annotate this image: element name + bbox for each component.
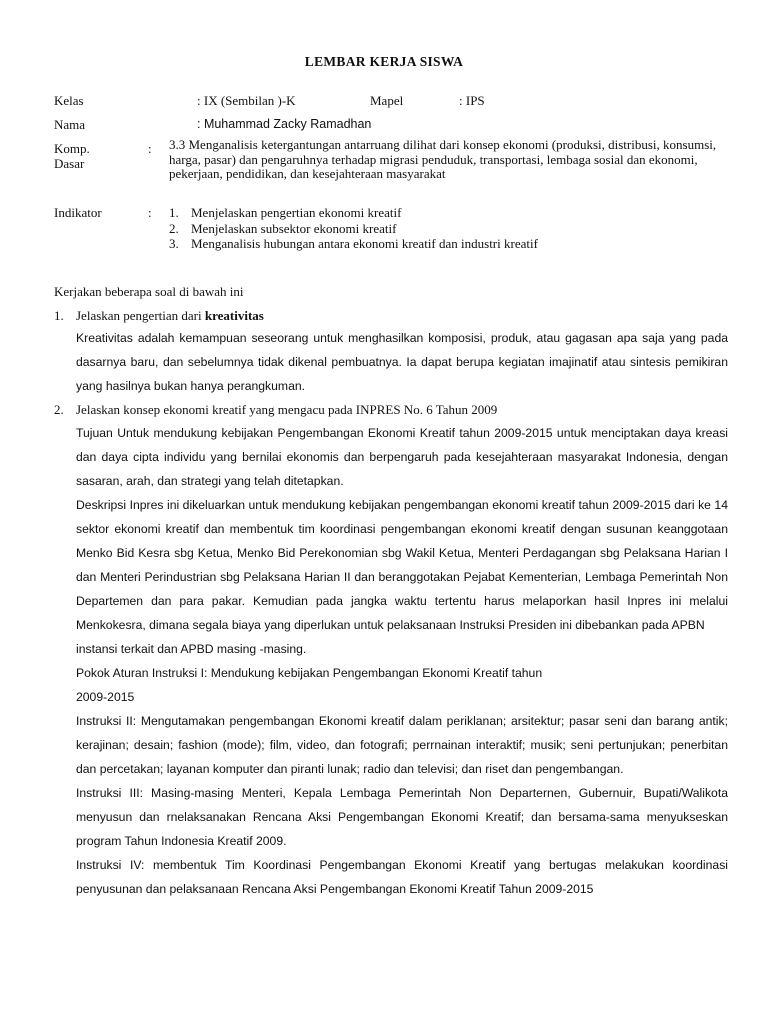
answer-1: [76, 326, 728, 398]
indikator-num: 3.: [169, 236, 179, 251]
indikator-num: 2.: [169, 220, 179, 236]
question-keyword: kreativitas: [204, 308, 264, 323]
indikator-text: Menjelaskan subsektor ekonomi kreatif: [191, 220, 397, 236]
indikator-label: Indikator: [54, 205, 102, 220]
answer-2-instruksi-4: Instruksi IV: membentuk Tim Koordinasi Pengembangan Ekonomi Kreatif yang bertugas melakukan koordinasi penyusunan dan pelaksanaan Rencana Aksi Pengembangan Ekonomi Kreatif Tahun 2009-2015: [76, 858, 728, 896]
kelas-value: : IX (Sembilan )-K: [197, 93, 296, 108]
instructions-intro: Kerjakan beberapa soal di bawah ini: [54, 284, 244, 299]
answer-2-deskripsi-cont: instansi terkait dan APBD masing -masing.: [76, 642, 307, 656]
question-text: Jelaskan pengertian dari: [76, 308, 205, 323]
question-number: 1.: [54, 308, 64, 323]
indikator-item: [169, 236, 538, 252]
answer-2-pokok-aturan: Pokok Aturan Instruksi I: Mendukung kebijakan Pengembangan Ekonomi Kreatif tahun: [76, 666, 543, 680]
indikator-text: Menjelaskan pengertian ekonomi kreatif: [191, 205, 402, 220]
answer-2-instruksi-2: Instruksi II: Mengutamakan pengembangan Ekonomi kreatif dalam periklanan; arsitektur; pasar seni dan barang antik; kerajinan; desain; fashion (mode); film, video, dan fotografi; perrnainan interaktif; musik; seni pertunjukan; penerbitan dan percetakan; layanan komputer dan piranti lunak; radio dan televisi; dan riset dan pengembangan.: [76, 714, 728, 776]
indikator-num: 1.: [169, 205, 179, 220]
komp-label: Komp.: [54, 141, 90, 156]
indikator-text: Menganalisis hubungan antara ekonomi kreatif dan industri kreatif: [191, 236, 538, 251]
answer-2: [76, 421, 728, 901]
answer-2-instruksi-3: Instruksi III: Masing-masing Menteri, Kepala Lembaga Pemerintah Non Departernen, Gubernuir, Bupati/Walikota menyusun dan rnelaksanakan Rencana Aksi Pengembangan Ekonomi Kreatif; dan bersama-sama menyukseskan program Tahun Indonesia Kreatif 2009.: [76, 786, 728, 848]
answer-1-text: Kreativitas adalah kemampuan seseorang untuk menghasilkan komposisi, produk, atau gagasan apa saja yang pada dasarnya baru, dan sebelumnya tidak dikenal pembuatnya. Ia dapat berupa kegiatan imajinatif atau sintesis pemikiran yang hasilnya bukan hanya perangkuman.: [76, 331, 728, 393]
indikator-list: [169, 205, 538, 252]
komp-colon: :: [148, 141, 152, 156]
indikator-item: [169, 221, 538, 237]
answer-2-pokok-year: 2009-2015: [76, 690, 135, 704]
answer-2-deskripsi: Deskripsi Inpres ini dikeluarkan untuk mendukung kebijakan pengembangan ekonomi kreatif tahun 2009-2015 dari ke 14 sektor ekonomi kreatif dan membentuk tim koordinasi pengembangan ekonomi kreatif dengan susunan keanggotaan Menko Bid Kesra sbg Ketua, Menko Bid Perekonomian sbg Wakil Ketua, Menteri Perdagangan sbg Pelaksana Harian I dan Menteri Perindustrian sbg Pelaksana Harian II dan beranggotakan Pejabat Kementerian, Lembaga Pemerintah Non Departemen dan para pakar. Kemudian pada jangka waktu tertentu harus melaporkan hasil Inpres ini melalui Menkokesra, dimana segala biaya yang diperlukan untuk pelaksanaan Instruksi Presiden ini dibebankan pada APBN: [76, 498, 728, 632]
question-2: [54, 402, 497, 418]
mapel-label: Mapel: [370, 93, 404, 108]
question-number: 2.: [54, 402, 64, 417]
answer-2-tujuan: Tujuan Untuk mendukung kebijakan Pengembangan Ekonomi Kreatif tahun 2009-2015 untuk menciptakan daya kreasi dan daya cipta individu yang bernilai ekonomis dan berpengaruh pada kesejahteraan masyarakat Indonesia, dengan sasaran, arah, dan strategi yang telah ditetapkan.: [76, 426, 728, 488]
dasar-label: Dasar: [54, 156, 85, 171]
nama-label: Nama: [54, 117, 86, 132]
kelas-label: Kelas: [54, 93, 84, 108]
indikator-colon: :: [148, 205, 152, 220]
mapel-value: : IPS: [459, 93, 485, 108]
nama-value: : Muhammad Zacky Ramadhan: [197, 117, 372, 131]
question-text: Jelaskan konsep ekonomi kreatif yang mengacu pada INPRES No. 6 Tahun 2009: [76, 402, 498, 417]
indikator-item: [169, 205, 538, 221]
komp-dasar-text: 3.3 Menganalisis ketergantungan antarruang dilihat dari konsep ekonomi (produksi, distribusi, konsumsi, harga, pasar) dan pengaruhnya terhadap migrasi penduduk, transportasi, lembaga sosial dan ekonomi, pekerjaan, pendidikan, dan kesejahteraan masyarakat: [169, 137, 717, 181]
page-title: LEMBAR KERJA SISWA: [304, 54, 464, 69]
question-1: [54, 308, 264, 324]
